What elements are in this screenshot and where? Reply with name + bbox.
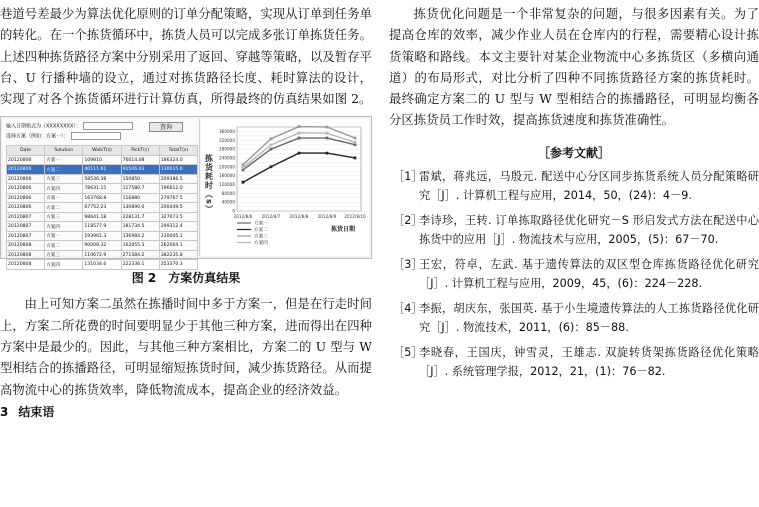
date-input[interactable] [83,122,133,130]
reference-text: 李振，胡庆东，张国英. 基于小生境遗传算法的人工拣货路径优化研究［J］. 物流技术，2011，(6)：85－88. [419,301,759,335]
table-body [7,155,198,269]
table-cell: 20120808 [7,250,45,260]
table-row[interactable] [7,212,198,222]
figure-caption: 图 2 方案仿真结果 [131,271,241,286]
section-heading [0,403,372,420]
conclusion-paragraph: 拣货优化问题是一个非常复杂的问题，与很多因素有关。为了提高仓库的效率，减少作业人员在仓库内的行程，需要精心设计拣货策略和路线。本文主要针对某企业物流中心多拣货区（多横向通道）的布局形式，对比分析了四种不同拣货路径方案的拣货耗时。最终确定方案二的 U 型与 W 型相结合的拣播路径，可明显均衡各分区拣货员工作时效，提高拣货速度和拣货准确性。 [389,7,759,128]
plan-input[interactable] [71,132,121,140]
table-cell: 109810 [83,155,121,165]
y-tick-label: 360000 [219,129,235,135]
table-cell: 20120806 [7,165,45,175]
data-point [354,157,357,160]
table-cell: 279767.5 [159,193,197,203]
table-cell: 209386.5 [159,174,197,184]
reference-number: ［1］ [393,169,423,183]
data-point [298,126,301,129]
table-row[interactable] [7,155,198,165]
top-paragraph: 巷道号差最少为算法优化原则的订单分配策略，实现从订单到任务单的转化。在一个拣货循环中，拣货人员可以完成多张订单拣货任务。上述四种拣货路径方案中分别采用了返回、穿越等策略，以及暂存平台、U 行播种墙的设立，通过对拣货路径长度、耗时算法的设计，实现了对各个拣货循环进行计算仿真，所得最终的仿真结果如图 2。 [0,7,372,107]
table-cell: 67752.23 [83,203,121,213]
table-cell: 222336.1 [121,260,159,270]
table-cell: 162055.3 [121,241,159,251]
y-tick-label: 120000 [219,182,235,188]
data-point [354,142,357,145]
table-row[interactable] [7,184,198,194]
table-row[interactable] [7,165,198,175]
table-cell: 299312.4 [159,222,197,232]
data-point [354,137,357,140]
table-cell: 130890.0 [121,203,159,213]
legend-label: 方案二 [254,228,268,234]
y-tick-label: 80000 [221,191,235,197]
table-cell: 20120807 [7,222,45,232]
result-table [6,145,198,270]
y-tick-label: 200000 [219,164,235,170]
table-cell: 91506.03 [121,165,159,175]
y-axis-label: 拣货耗时（s） [204,154,214,215]
table-cell: 136984.2 [121,231,159,241]
data-point [298,152,301,155]
table-cell: 196612.0 [159,184,197,194]
x-tick-label: 2012/8/6 [233,214,253,220]
table-cell: 方案三 [45,174,83,184]
section-number: 3 [0,404,9,419]
table-cell: 262064.1 [159,241,197,251]
table-row[interactable] [7,231,198,241]
data-point [270,166,273,169]
date-input-row [6,122,133,130]
reference-item [389,299,759,338]
table-cell: 181734.5 [121,222,159,232]
table-cell: 116880 [121,193,159,203]
table-row[interactable] [7,250,198,260]
table-header-cell: PickT(s) [121,146,159,156]
data-point [242,164,245,167]
table-cell: 20120806 [7,174,45,184]
table-cell: 382235.8 [159,250,197,260]
table-cell: 117580.7 [121,184,159,194]
data-point [270,144,273,147]
data-point [326,152,329,155]
table-cell: 方案二 [45,241,83,251]
table-cell: 130615.6 [159,165,197,175]
data-point [326,132,329,135]
reference-number: ［3］ [393,257,423,271]
y-tick-label: 280000 [219,147,235,153]
table-cell: 20120808 [7,241,45,251]
table-cell: 330005.1 [159,231,197,241]
table-header-row [7,146,198,156]
reference-text: 雷斌，蒋兆远，马殷元. 配送中心分区同步拣货系统人员分配策略研究［J］. 计算机工程与应用，2014，50，(24)：4－9. [419,169,759,203]
table-row[interactable] [7,260,198,270]
line-chart [201,119,369,256]
body-paragraph: 由上可知方案二虽然在拣播时间中多于方案一，但是在行走时间上，方案二所花费的时间要明显少于其他三种方案，进而得出在四种方案中是最少的。因此，与其他三种方案相比，方案二的 U 型与 W 型相结合的拣播路径，可明显缩短拣货时间，减少拣货路径。从而提高物流中心的拣货效率，降低物流成本，提高企业的经济效益。 [0,297,372,397]
table-row[interactable] [7,174,198,184]
table-row[interactable] [7,241,198,251]
x-tick-label: 2012/8/7 [261,214,281,220]
data-point [242,167,245,170]
reference-item [389,211,759,250]
section-title: 结束语 [18,404,55,419]
table-cell: 20120807 [7,212,45,222]
data-point [326,137,329,140]
table-cell: 271584.2 [121,250,159,260]
data-point [270,138,273,141]
table-cell: 20120806 [7,193,45,203]
table-cell: 163768.8 [83,193,121,203]
y-tick-label: 0 [232,208,235,214]
table-cell: 40111.61 [83,165,121,175]
x-tick-label: 2012/8/9 [317,214,337,220]
reference-item [389,167,759,206]
table-cell: 186324.0 [159,155,197,165]
table-cell: 20120806 [7,155,45,165]
table-cell: 方案一 [45,155,83,165]
table-cell: 90008.32 [83,241,121,251]
data-point [326,126,329,129]
table-cell: 方案四 [45,260,83,270]
table-cell: 方案二 [45,165,83,175]
software-panel [3,119,200,268]
chart-panel [201,119,369,256]
data-point [298,137,301,140]
data-point [270,148,273,151]
table-cell: 327073.5 [159,212,197,222]
table-cell: 方案三 [45,250,83,260]
table-cell: 98641.18 [83,212,121,222]
table-cell: 方案二 [45,203,83,213]
x-tick-label: 2012/8/8 [289,214,309,220]
y-tick-label: 240000 [219,155,235,161]
table-cell: 193961.3 [83,231,121,241]
reference-number: ［5］ [393,345,423,359]
reference-number: ［4］ [393,301,423,315]
y-tick-label: 160000 [219,173,235,179]
table-row[interactable] [7,222,198,232]
plan-input-row [6,132,121,140]
y-tick-label: 320000 [219,138,235,144]
x-tick-label: 2012/8/10 [344,214,366,220]
reference-text: 王宏，符卓，左武. 基于遗传算法的双区型仓库拣货路径优化研究［J］. 计算机工程与应用，2009，45，(6)：224－228. [419,257,759,291]
table-cell: 20120808 [7,260,45,270]
table-cell: 228131.7 [121,212,159,222]
data-point [298,132,301,135]
table-cell: 200449.5 [159,203,197,213]
reference-item [389,255,759,294]
table-cell: 20120806 [7,203,45,213]
legend-label: 方案一 [254,222,268,228]
table-cell: 58536.38 [83,174,121,184]
legend-label: 方案四 [254,241,268,247]
reference-text: 李晓春，王国庆，钟雪灵，王雄志. 双旋转货架拣货路径优化策略［J］. 系统管理学报，2012，21，(1)：76－82. [419,345,759,379]
table-cell: 110672.9 [83,250,121,260]
references-title: ［参考文献］ [537,145,610,160]
table-header-cell: WalkT(s) [83,146,121,156]
query-button[interactable]: 查询 [149,122,183,132]
table-header-cell: Solution [45,146,83,156]
table-header-cell: Date [7,146,45,156]
table-row[interactable] [7,193,198,203]
reference-item [389,343,759,382]
table-cell: 131034.6 [83,260,121,270]
table-cell: 118577.9 [83,222,121,232]
table-cell: 方案三 [45,212,83,222]
references-list [389,167,759,382]
table-row[interactable] [7,203,198,213]
table-cell: 78631.15 [83,184,121,194]
table-cell: 150850 [121,174,159,184]
table-header-cell: TotalT(s) [159,146,197,156]
table-cell: 方案一 [45,231,83,241]
table-cell: 方案四 [45,184,83,194]
table-cell: 76614.08 [121,155,159,165]
reference-number: ［2］ [393,213,423,227]
table-cell: 方案四 [45,222,83,232]
table-cell: 20120807 [7,231,45,241]
table-cell: 353370.3 [159,260,197,270]
y-tick-label: 40000 [221,200,235,206]
plot-area [237,127,361,211]
simulation-figure [0,116,372,268]
date-input-label: 输入日期格式为（XXXXXXXX）： [6,123,81,130]
table-cell: 方案一 [45,193,83,203]
plan-input-label: 选择方案（例如：方案一）： [6,133,69,140]
table-cell: 20120806 [7,184,45,194]
x-axis-label: 拣货日期 [330,226,356,234]
data-point [242,181,245,184]
reference-text: 李诗珍，王转. 订单拣取路径优化研究－S 形启发式方法在配送中心拣货中的应用［J］. 物流技术与应用，2005，(5)：67－70. [419,213,759,247]
left-column [0,0,372,420]
legend-label: 方案三 [254,235,268,241]
right-column [389,0,759,387]
